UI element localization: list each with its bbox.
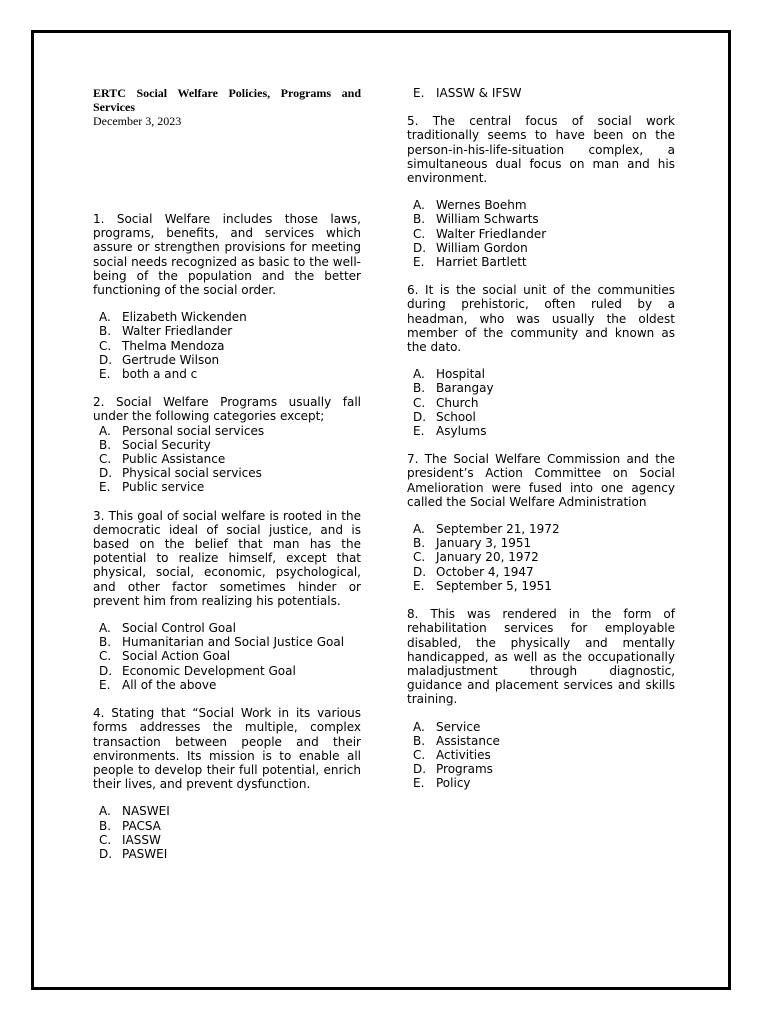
option: D. PASWEI (99, 846, 168, 861)
option: B. Barangay (413, 381, 494, 396)
question-4: 4. Stating that “Social Work in its various forms addresses the multiple, complex transaction between people and their environments. Its mission is to enable all people to develop their full potential, enrich their lives, and prevent dysfunction. (93, 706, 361, 792)
option: C. Activities (413, 747, 491, 762)
option: B. Assistance (413, 733, 500, 748)
question-8: 8. This was rendered in the form of rehabilitation services for employable disabled, the physically and mentally handicapped, as well as the occupationally maladjustment through diagnostic, guidance and placement services and skills training. (407, 607, 675, 707)
document-date: December 3, 2023 (93, 114, 182, 128)
question-6-options (407, 367, 675, 438)
option: D. Gertrude Wilson (99, 352, 220, 367)
option: E. All of the above (99, 677, 217, 692)
question-2-options (93, 424, 361, 495)
right-column (407, 86, 675, 805)
question-7: 7. The Social Welfare Commission and the president’s Action Committee on Social Amelioration were fused into one agency called the Social Welfare Administration (407, 452, 675, 509)
option: D. School (413, 409, 476, 424)
question-7-options (407, 522, 675, 593)
question-4-options (93, 804, 361, 861)
option: D. October 4, 1947 (413, 564, 534, 579)
option: E. Public service (99, 480, 205, 495)
left-column (93, 86, 361, 875)
option: B. Walter Friedlander (99, 324, 233, 339)
option: E. September 5, 1951 (413, 578, 552, 593)
question-1-options (93, 310, 361, 381)
question-5-options (407, 198, 675, 269)
option: A. September 21, 1972 (413, 522, 560, 537)
option: A. Wernes Boehm (413, 198, 527, 213)
option: B. William Schwarts (413, 212, 539, 227)
option: E. Harriet Bartlett (413, 255, 527, 270)
option: C. Social Action Goal (99, 649, 231, 664)
option: B. PACSA (99, 818, 161, 833)
option: A. Personal social services (99, 423, 265, 438)
option: E. IASSW & IFSW (413, 86, 522, 100)
question-5: 5. The central focus of social work traditionally seems to have been on the person-in-his-life-situation complex, a simultaneous dual focus on man and his environment. (407, 114, 675, 186)
option: C. Public Assistance (99, 452, 226, 467)
question-8-options (407, 720, 675, 791)
option: E. Asylums (413, 424, 487, 439)
option: C. Church (413, 395, 479, 410)
option: D. Economic Development Goal (99, 663, 296, 678)
question-3-options (93, 621, 361, 692)
option: A. Elizabeth Wickenden (99, 310, 247, 325)
option: C. IASSW (99, 832, 161, 847)
option: E. Policy (413, 776, 471, 791)
question-6: 6. It is the social unit of the communities during prehistoric, often ruled by a headman, who was usually the oldest member of the community and known as the dato. (407, 283, 675, 355)
question-2: 2. Social Welfare Programs usually fall under the following categories except; (93, 395, 361, 424)
option: A. Hospital (413, 367, 485, 382)
option: C. Walter Friedlander (413, 226, 547, 241)
option: D. Programs (413, 762, 493, 777)
option: C. Thelma Mendoza (99, 338, 225, 353)
option: B. Social Security (99, 437, 211, 452)
option: B. Humanitarian and Social Justice Goal (99, 635, 345, 650)
question-1: 1. Social Welfare includes those laws, programs, benefits, and services which assure or strengthen provisions for meeting social needs recognized as basic to the well-being of the population and the better functioning of the social order. (93, 212, 361, 298)
question-3: 3. This goal of social welfare is rooted in the democratic ideal of social justice, and is based on the belief that man has the potential to realize himself, except that physical, social, economic, psychological, and other factor sometimes hinder or prevent him from realizing his potentials. (93, 508, 361, 608)
option: C. January 20, 1972 (413, 550, 539, 565)
option: B. January 3, 1951 (413, 536, 532, 551)
option: E. both a and c (99, 367, 198, 382)
document-title: ERTC Social Welfare Policies, Programs and Services (93, 86, 361, 114)
option: A. Service (413, 719, 481, 734)
option: A. Social Control Goal (99, 621, 236, 636)
option: A. NASWEI (99, 804, 170, 819)
option: D. Physical social services (99, 466, 262, 481)
question-4-options-continued (407, 86, 675, 100)
option: D. William Gordon (413, 240, 528, 255)
